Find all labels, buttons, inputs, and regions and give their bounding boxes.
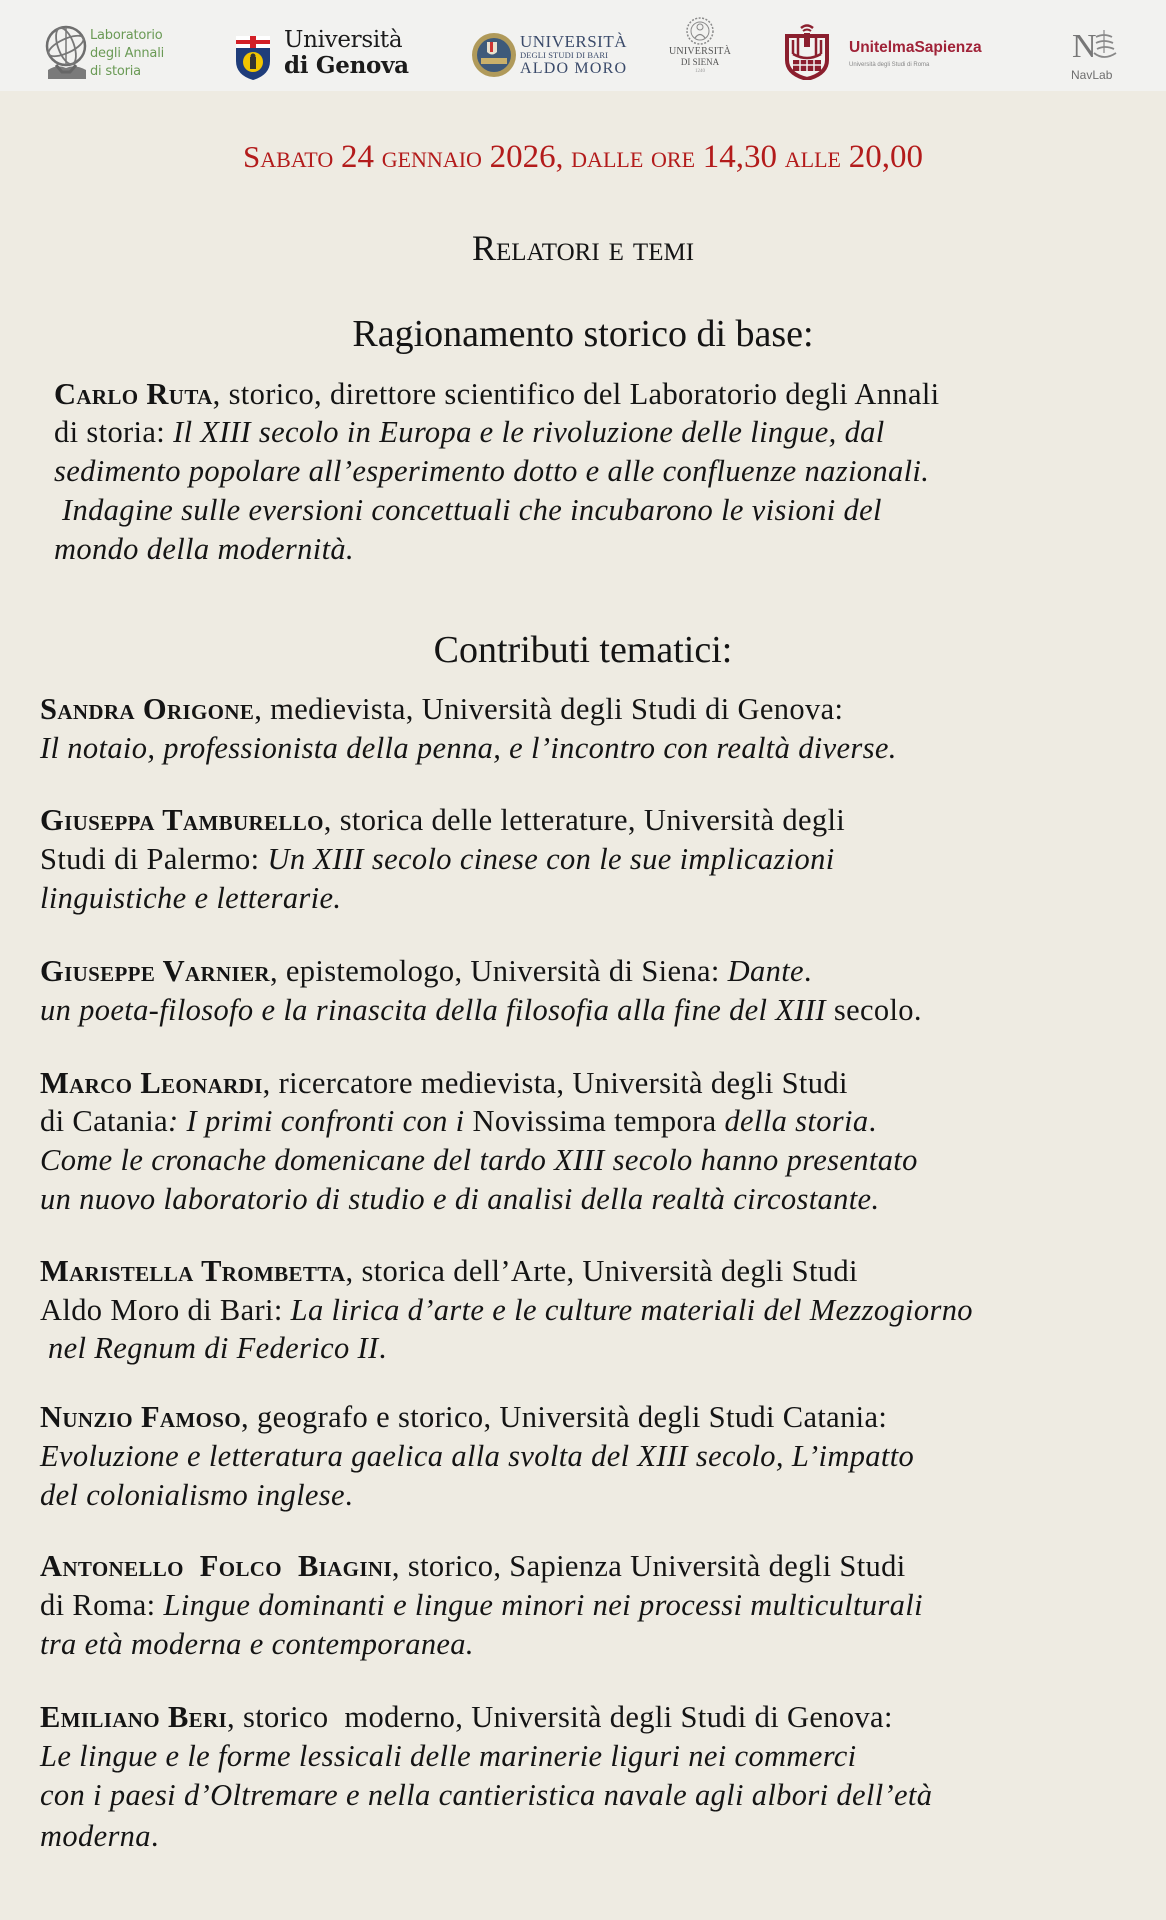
talk-title-text: Le lingue e le forme lessicali delle marinerie liguri nei commerci — [40, 1739, 857, 1773]
talk-title-text: : I primi confronti con i — [168, 1104, 473, 1138]
paragraph-line — [40, 1102, 876, 1140]
paragraph-line — [40, 991, 922, 1029]
talk-title-text: Il XIII secolo in Europa e le rivoluzione delle lingue, dal — [173, 415, 885, 449]
paragraph-line — [40, 1698, 893, 1736]
paragraph-line — [40, 1329, 387, 1367]
paragraph-line — [40, 1180, 879, 1218]
heading-ragionamento: Ragionamento storico di base: — [352, 313, 814, 355]
affiliation-text: di storia: — [54, 415, 174, 449]
paragraph-line — [40, 879, 341, 917]
paragraph-line — [40, 729, 897, 767]
affiliation-text: . — [868, 1104, 877, 1138]
bari-logo-text: UNIVERSITÀ DEGLI STUDI DI BARI ALDO MORO — [520, 32, 628, 77]
affiliation-text: . — [150, 1819, 159, 1853]
paragraph-line — [40, 1737, 857, 1775]
speaker-name: Emiliano Beri — [40, 1700, 228, 1734]
speaker-name: Antonello Folco Biagini — [40, 1549, 392, 1583]
talk-title-text: un poeta-filosofo e la rinascita della filosofia alla fine del XIII — [40, 993, 834, 1027]
affiliation-text: di Catania — [40, 1104, 169, 1138]
affiliation-text: Novissima tempora — [472, 1104, 725, 1138]
speaker-name: Maristella Trombetta — [40, 1254, 346, 1288]
paragraph-line — [54, 530, 354, 568]
unitelma-shield-icon — [784, 22, 830, 80]
paragraph-line — [40, 1398, 887, 1436]
paragraph-line — [54, 413, 885, 451]
genova-shield-icon — [235, 35, 271, 81]
paragraph-line — [40, 1252, 858, 1290]
affiliation-text: , medievista, Università degli Studi di Genova: — [254, 692, 844, 726]
siena-logo-text: UNIVERSITÀ DI SIENA 1240 — [669, 46, 731, 74]
paragraph-line — [54, 375, 940, 413]
speaker-name: Carlo Ruta — [54, 377, 213, 411]
affiliation-text: , epistemologo, Università di Siena: — [269, 954, 728, 988]
affiliation-text: , storico moderno, Università degli Studi di Genova: — [227, 1700, 893, 1734]
talk-title-text: moderna — [40, 1819, 151, 1853]
genova-logo-text: Università di Genova — [284, 27, 409, 79]
paragraph-line — [40, 1064, 848, 1102]
affiliation-text: , storica delle letterature, Università degli — [323, 803, 846, 837]
affiliation-text: di Roma: — [40, 1588, 164, 1622]
speaker-name: Giuseppa Tamburello — [40, 803, 324, 837]
paragraph-line — [40, 840, 835, 878]
svg-text:N: N — [1072, 28, 1097, 63]
heading-contributi: Contributi tematici: — [433, 629, 733, 671]
affiliation-text: . — [803, 954, 812, 988]
talk-title-text: nel Regnum di Federico II — [40, 1331, 379, 1365]
talk-title-text: La lirica d’arte e le culture materiali del Mezzogiorno — [290, 1293, 973, 1327]
paragraph-line — [40, 690, 843, 728]
bari-seal-icon — [471, 32, 517, 78]
speaker-name: Giuseppe Varnier — [40, 954, 270, 988]
talk-title-text: Il notaio, professionista della penna, e l’incontro con realtà diverse. — [40, 731, 897, 765]
paragraph-line — [40, 1141, 918, 1179]
affiliation-text: . — [344, 1478, 353, 1512]
affiliation-text: , storica dell’Arte, Università degli Studi — [345, 1254, 858, 1288]
talk-title-text: con i paesi d’Oltremare e nella cantieristica navale agli albori dell’età — [40, 1778, 933, 1812]
paragraph-line — [40, 1776, 932, 1814]
speaker-name: Nunzio Famoso — [40, 1400, 242, 1434]
affiliation-text: , storico, direttore scientifico del Laboratorio degli Annali — [212, 377, 940, 411]
talk-title-text: Evoluzione e letteratura gaelica alla svolta del XIII secolo, L’impatto — [40, 1439, 915, 1473]
unitelma-logo-text: UnitelmaSapienza Università degli Studi di Roma — [849, 39, 982, 68]
paragraph-line — [40, 1547, 906, 1585]
talk-title-text: tra età moderna e contemporanea. — [40, 1627, 474, 1661]
paragraph-line — [40, 801, 845, 839]
event-date-title: Sabato 24 gennaio 2026, dalle ore 14,30 alle 20,00 — [243, 139, 923, 175]
navlab-ship-icon — [1072, 27, 1118, 63]
talk-title-text: Dante — [727, 954, 804, 988]
speaker-name: Marco Leonardi — [40, 1066, 263, 1100]
paragraph-line — [40, 1817, 159, 1855]
siena-seal-icon — [685, 16, 715, 46]
paragraph-line — [40, 1437, 914, 1475]
talk-title-text: linguistiche e letterarie. — [40, 881, 342, 915]
talk-title-text: del colonialismo inglese — [40, 1478, 345, 1512]
talk-title-text: della storia — [724, 1104, 869, 1138]
affiliation-text: , geografo e storico, Università degli Studi Catania: — [241, 1400, 888, 1434]
affiliation-text: , ricercatore medievista, Università degli Studi — [262, 1066, 848, 1100]
paragraph-line — [40, 1625, 474, 1663]
affiliation-text: Aldo Moro di Bari: — [40, 1293, 291, 1327]
speaker-name: Sandra Origone — [40, 692, 255, 726]
armillary-globe-icon — [42, 22, 92, 82]
paragraph-line — [40, 1476, 353, 1514]
affiliation-text: . — [378, 1331, 387, 1365]
talk-title-text: un nuovo laboratorio di studio e di analisi della realtà circostante. — [40, 1182, 880, 1216]
paragraph-line — [54, 491, 882, 529]
talk-title-text: mondo della modernità. — [54, 532, 354, 566]
talk-title-text: sedimento popolare all’esperimento dotto e alle confluenze nazionali. — [54, 454, 930, 488]
affiliation-text: , storico, Sapienza Università degli Studi — [391, 1549, 906, 1583]
paragraph-line — [40, 1291, 973, 1329]
logo-header — [0, 0, 1166, 91]
talk-title-text: Come le cronache domenicane del tardo XIII secolo hanno presentato — [40, 1143, 918, 1177]
laboratorio-logo-text: Laboratorio degli Annali di storia — [90, 28, 165, 79]
talk-title-text: Indagine sulle eversioni concettuali che incubarono le visioni del — [54, 493, 882, 527]
talk-title-text: Un XIII secolo cinese con le sue implicazioni — [267, 842, 835, 876]
talk-title-text: Lingue dominanti e lingue minori nei processi multiculturali — [163, 1588, 923, 1622]
paragraph-line — [54, 452, 929, 490]
paragraph-line — [40, 952, 812, 990]
paragraph-line — [40, 1586, 923, 1624]
navlab-logo-text: NavLab — [1071, 68, 1113, 82]
affiliation-text: Studi di Palermo: — [40, 842, 268, 876]
affiliation-text: secolo. — [833, 993, 922, 1027]
section-title-relatori: Relatori e temi — [471, 228, 695, 268]
